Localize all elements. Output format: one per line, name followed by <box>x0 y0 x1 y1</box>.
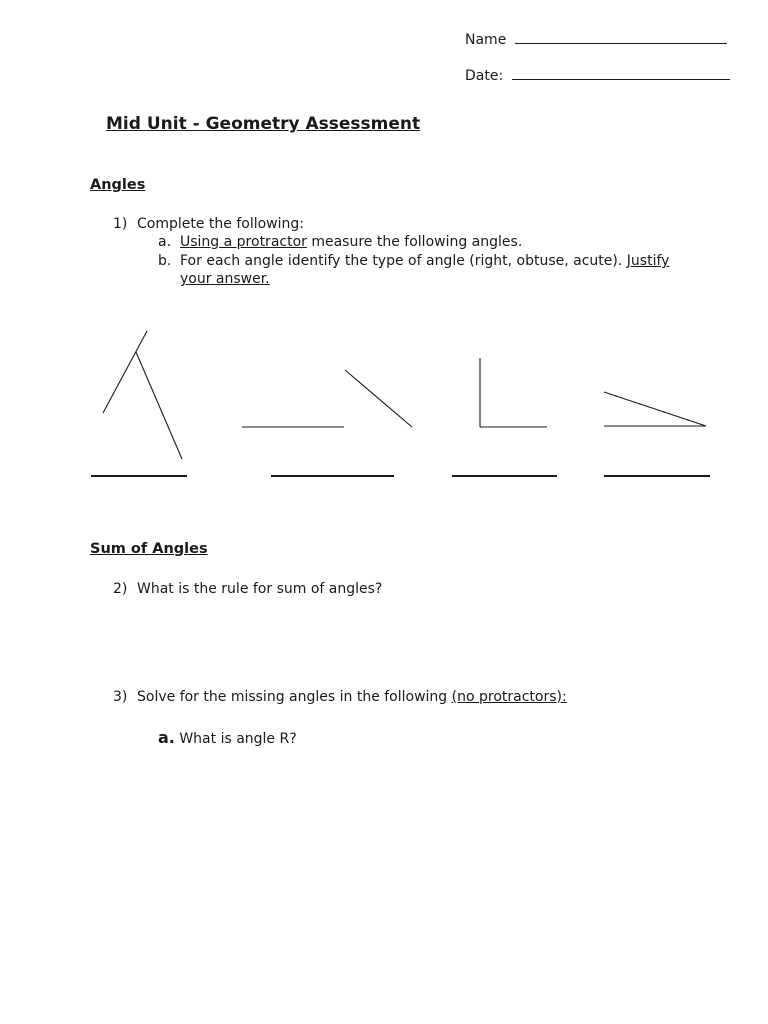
question-number: 1) <box>113 216 128 232</box>
question-1b-line2 <box>180 271 270 287</box>
answer-line-4[interactable] <box>604 475 710 477</box>
question-1a <box>158 234 522 250</box>
answer-line-3[interactable] <box>452 475 557 477</box>
question-text: What is the rule for sum of angles? <box>137 581 383 597</box>
angle-figure-1 <box>103 331 182 459</box>
section-heading-angles: Angles <box>90 177 146 193</box>
name-label: Name <box>465 32 507 48</box>
question-text: For each angle identify the type of angle (right, obtuse, acute). <box>180 253 627 269</box>
underlined-phrase: Using a protractor <box>180 234 307 250</box>
sub-letter: a. <box>158 728 175 747</box>
page-title: Mid Unit - Geometry Assessment <box>106 114 421 134</box>
underlined-phrase: (no protractors): <box>451 689 567 705</box>
sub-letter: b. <box>158 253 172 269</box>
question-number: 2) <box>113 581 128 597</box>
answer-line-1[interactable] <box>91 475 187 477</box>
question-text: Complete the following: <box>137 216 305 232</box>
underlined-phrase: Justify <box>626 253 670 269</box>
question-text: Solve for the missing angles in the following <box>137 689 452 705</box>
question-3 <box>113 689 567 705</box>
angle-figures <box>0 320 768 470</box>
angle-figure-4 <box>604 392 706 426</box>
date-blank[interactable] <box>512 65 730 80</box>
answer-line-2[interactable] <box>271 475 394 477</box>
section-heading-sum-of-angles: Sum of Angles <box>90 541 208 557</box>
question-text: measure the following angles. <box>306 234 523 250</box>
date-label: Date: <box>465 68 504 84</box>
date-field[interactable] <box>465 65 730 84</box>
angle-figure-3 <box>480 358 547 427</box>
question-text: What is angle R? <box>179 731 297 747</box>
name-blank[interactable] <box>515 29 727 44</box>
question-2 <box>113 581 382 597</box>
question-3a <box>158 728 297 747</box>
question-1 <box>113 216 304 232</box>
angle-figure-2 <box>242 370 412 427</box>
question-1b <box>158 253 669 269</box>
question-number: 3) <box>113 689 128 705</box>
underlined-phrase: your answer. <box>180 271 270 287</box>
sub-letter: a. <box>158 234 172 250</box>
name-field[interactable] <box>465 29 727 48</box>
